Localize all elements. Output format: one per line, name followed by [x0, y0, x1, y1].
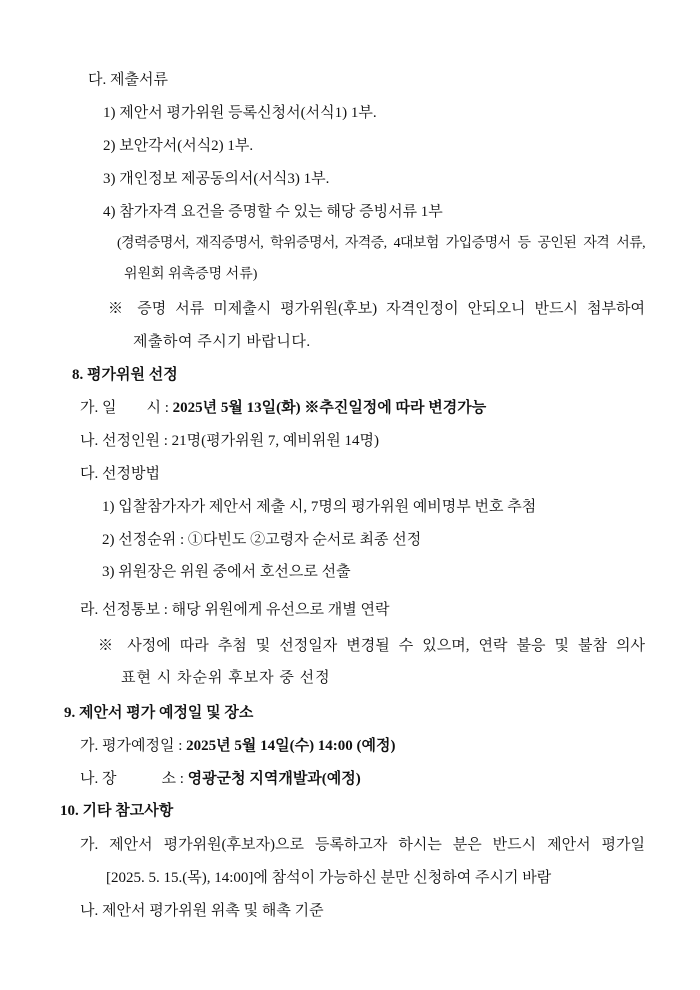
submission-detail-line1: (경력증명서, 재직증명서, 학위증명서, 자격증, 4대보험 가입증명서 등 공인된 자격 서류, — [117, 236, 645, 251]
section8-heading: 8. 평가위원 선정 — [72, 367, 178, 383]
section9-place — [80, 769, 361, 789]
section8-method-heading: 다. 선정방법 — [80, 466, 160, 482]
date-value: 2025년 5월 13일(화) ※추진일정에 따라 변경가능 — [172, 400, 487, 416]
count-label: 나. 선정인원 : — [80, 433, 172, 449]
section9-heading: 9. 제안서 평가 예정일 및 장소 — [64, 705, 254, 721]
section10-item1-line1: 가. 제안서 평가위원(후보자)으로 등록하고자 하시는 분은 반드시 제안서 평가일 — [80, 837, 645, 853]
submission-item: 1) 제안서 평가위원 등록신청서(서식1) 1부. — [103, 105, 377, 121]
section8-notice: 라. 선정통보 : 해당 위원에게 유선으로 개별 연락 — [80, 602, 390, 618]
section8-note-line1: ※ 사정에 따라 추첨 및 선정일자 변경될 수 있으며, 연락 불응 및 불참 의사 — [98, 638, 645, 654]
method-item: 3) 위원장은 위원 중에서 호선으로 선출 — [102, 564, 351, 580]
submission-heading: 다. 제출서류 — [88, 72, 168, 88]
section10-item1-line2: [2025. 5. 15.(목), 14:00]에 참석이 가능하신 분만 신청하여 주시기 바람 — [106, 870, 552, 886]
date-label: 가. 일 시 : — [80, 400, 173, 416]
date-value: 2025년 5월 14일(수) 14:00 (예정) — [186, 738, 396, 754]
section10-item2: 나. 제안서 평가위원 위촉 및 해촉 기준 — [80, 903, 324, 919]
date-label: 가. 평가예정일 : — [80, 738, 187, 754]
method-item: 2) 선정순위 : ①다빈도 ②고령자 순서로 최종 선정 — [102, 532, 422, 548]
submission-detail-line2: 위원회 위촉증명 서류) — [124, 267, 258, 282]
submission-note-line1: ※ 증명 서류 미제출시 평가위원(후보) 자격인정이 안되오니 반드시 첨부하여 — [108, 301, 645, 317]
section8-count — [80, 431, 379, 451]
section9-date — [80, 736, 396, 756]
submission-item: 3) 개인정보 제공동의서(서식3) 1부. — [103, 171, 330, 187]
submission-item: 4) 참가자격 요건을 증명할 수 있는 해당 증빙서류 1부 — [103, 204, 443, 220]
method-item: 1) 입찰참가자가 제안서 제출 시, 7명의 평가위원 예비명부 번호 추첨 — [102, 499, 537, 515]
submission-note-line2: 제출하여 주시기 바랍니다. — [133, 334, 311, 350]
section8-note-line2: 표현 시 차순위 후보자 중 선정 — [121, 670, 331, 686]
section8-date — [80, 398, 486, 418]
count-value: 21명(평가위원 7, 예비위원 14명) — [171, 433, 380, 449]
place-value: 영광군청 지역개발과(예정) — [187, 771, 361, 787]
section10-heading: 10. 기타 참고사항 — [60, 803, 174, 819]
submission-item: 2) 보안각서(서식2) 1부. — [103, 138, 254, 154]
place-label: 나. 장 소 : — [80, 771, 188, 787]
